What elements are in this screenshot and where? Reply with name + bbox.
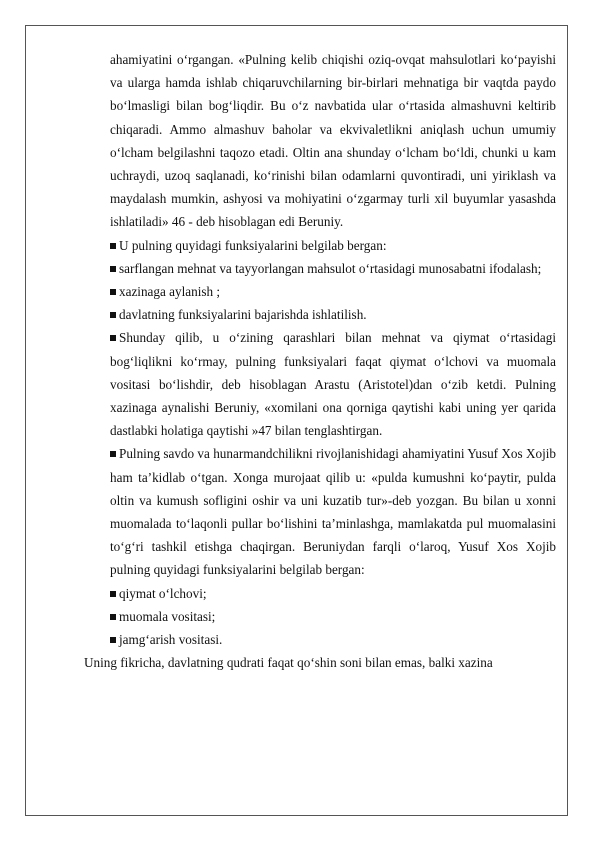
square-bullet-icon bbox=[110, 335, 116, 341]
bullet-text: muomala vositasi; bbox=[119, 608, 216, 624]
bullet-item-expression bbox=[110, 257, 556, 280]
document-body bbox=[84, 48, 556, 674]
bullet-text: xazinaga aylanish ; bbox=[119, 284, 221, 300]
square-bullet-icon bbox=[110, 243, 116, 249]
bullet-text: davlatning funksiyalarini bajarishda ishlatilish. bbox=[119, 307, 367, 323]
bullet-item-yusuf-xos-xojib bbox=[110, 442, 556, 581]
bullet-item-functions-intro bbox=[110, 234, 556, 257]
bullet-text: Pulning savdo va hunarmandchilikni rivojlanishidagi ahamiyatini Yusuf Xos Xojib ham ta’kidlab o‘tgan. Xonga murojaat qilib u: «pulda kumushni ko‘paytir, pulda oltin va kumush sofligini oshir va uni kuzatib tur»-deb yozgan. Bu bilan u xonni muomalada to‘laqonli pullar bo‘lishini ta’minlashga, mamlakatda pul muomalasini to‘g‘ri tashkil etishga chaqirgan. Beruniydan farqli o‘laroq, Yusuf Xos Xojib pulning quyidagi funksiyalarini belgilab bergan: bbox=[110, 446, 556, 578]
square-bullet-icon bbox=[110, 451, 116, 457]
bullet-text: Shunday qilib, u o‘zining qarashlari bilan mehnat va qiymat o‘rtasidagi bog‘liqlikni ko‘rmay, pulning funksiyalari faqat qiymat o‘lchovi va muomala vositasi bo‘lishdir, deb hisoblagan Arastu (Aristotel)dan o‘zib ketdi. Pulning xazinaga aynalishi Beruniy, «xomilani ona qorniga qaytishi kabi uning yer qarida dastlabki holatiga qaytishi »47 bilan tenglashtirgan. bbox=[110, 330, 556, 439]
bullet-item-aristotle bbox=[110, 326, 556, 442]
bullet-text: U pulning quyidagi funksiyalarini belgilab bergan: bbox=[119, 237, 387, 253]
bullet-text: qiymat o‘lchovi; bbox=[119, 585, 207, 601]
bullet-item-value-measure bbox=[110, 582, 556, 605]
bullet-item-savings bbox=[110, 628, 556, 651]
bullet-item-treasure bbox=[110, 280, 556, 303]
square-bullet-icon bbox=[110, 289, 116, 295]
square-bullet-icon bbox=[110, 614, 116, 620]
paragraph-closing: Uning fikricha, davlatning qudrati faqat qo‘shin soni bilan emas, balki xazina bbox=[84, 655, 493, 671]
square-bullet-icon bbox=[110, 637, 116, 643]
bullet-text: sarflangan mehnat va tayyorlangan mahsulot o‘rtasidagi munosabatni ifodalash; bbox=[119, 260, 542, 276]
bullet-text: jamg‘arish vositasi. bbox=[119, 632, 223, 648]
bullet-item-circulation bbox=[110, 605, 556, 628]
bullet-item-state-functions bbox=[110, 303, 556, 326]
paragraph-intro: ahamiyatini o‘rgangan. «Pulning kelib chiqishi oziq-ovqat mahsulotlari ko‘payishi va ularga hamda ishlab chiqaruvchilarning bir-birlari mehnatiga bir vaqtda paydo bo‘lmasligi bilan bog‘liqdir. Bu o‘z navbatida ular o‘rtasida almashuvni keltirib chiqaradi. Ammo almashuv baholar va ekvivaletlikni aniqlash uchun umumiy o‘lcham belgilashni taqozo etadi. Oltin ana shunday o‘lcham bo‘ldi, chunki u kam uchraydi, uzoq saqlanadi, ko‘rinishi bilan odamlarni quvontiradi, uni yiriklash va maydalash mumkin, ashyosi va mohiyatini o‘zgarmay turli xil buyumlar yasashda ishlatiladi» 46 - deb hisoblagan edi Beruniy. bbox=[110, 52, 556, 230]
square-bullet-icon bbox=[110, 591, 116, 597]
square-bullet-icon bbox=[110, 266, 116, 272]
square-bullet-icon bbox=[110, 312, 116, 318]
